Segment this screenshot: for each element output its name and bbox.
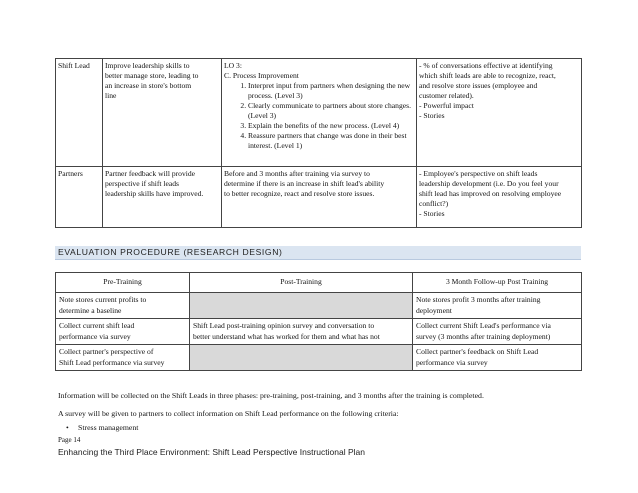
evaluation-table (55, 272, 582, 371)
bullet-text: Stress management (78, 423, 139, 432)
post-training-cell-empty (190, 345, 413, 371)
list-item: 4. Reassure partners that change was done in their best interest. (Level 1) (248, 131, 414, 151)
cell-line: Collect partner's perspective of (59, 347, 154, 356)
objectives-table (55, 58, 582, 228)
cell-line: performance via survey (59, 331, 131, 341)
column-header: Post-Training (190, 273, 413, 293)
goal-line: perspective if shift leads (105, 179, 180, 188)
cell-line: Collect current Shift Lead's performance via (416, 321, 551, 330)
goal-line: line (105, 91, 117, 100)
measure-line: leadership development (i.e. Do you feel your (419, 179, 559, 188)
goal-line: leadership skills have improved. (105, 189, 204, 198)
cell-line: Shift Lead performance via survey (59, 357, 165, 367)
table-row (56, 167, 582, 228)
pre-training-cell (56, 293, 190, 319)
cell-line: Note stores current profits to (59, 295, 147, 304)
list-item: 3. Explain the benefits of the new process. (Level 4) (248, 121, 414, 131)
follow-up-cell (413, 345, 582, 371)
paragraph-survey: A survey will be given to partners to collect information on Shift Lead performance on the following criteria: (58, 409, 399, 418)
cell-line: survey (3 months after training deployment) (416, 331, 551, 341)
goal-line: an increase in store's bottom (105, 81, 192, 90)
goal-cell (103, 59, 222, 167)
list-item: 1. Interpret input from partners when designing the new process. (Level 3) (248, 81, 414, 101)
lo-title: LO 3: (224, 61, 242, 70)
lo-list (224, 81, 414, 151)
measure-line: - Stories (419, 111, 445, 120)
role-cell: Shift Lead (56, 59, 103, 167)
table-row (56, 319, 582, 345)
lo-line: determine if there is an increase in shift lead's ability (224, 179, 385, 188)
goal-line: better manage store, leading to (105, 71, 199, 80)
measure-line: - Stories (419, 209, 445, 218)
pre-training-cell (56, 319, 190, 345)
measures-cell (417, 167, 582, 228)
measure-line: customer related). (419, 91, 474, 100)
bullet-item (66, 423, 138, 432)
pre-training-cell (56, 345, 190, 371)
goal-cell (103, 167, 222, 228)
measure-line: shift lead has improved on resolving employee (419, 189, 562, 198)
table-row (56, 59, 582, 167)
measure-line: which shift leads are able to recognize, react, (419, 71, 556, 80)
measure-line: - Employee's perspective on shift leads (419, 169, 538, 178)
cell-line: Note stores profit 3 months after training (416, 295, 541, 304)
cell-line: Collect partner's feedback on Shift Lead (416, 347, 539, 356)
learning-objective-cell (222, 167, 417, 228)
follow-up-cell (413, 293, 582, 319)
post-training-cell (190, 319, 413, 345)
cell-line: deployment (416, 305, 452, 315)
paragraph-phases: Information will be collected on the Shift Leads in three phases: pre-training, post-training, and 3 months after the training is completed. (58, 391, 484, 400)
cell-line: determine a baseline (59, 305, 122, 315)
post-training-cell-empty (190, 293, 413, 319)
list-item: 2. Clearly communicate to partners about store changes. (Level 3) (248, 101, 414, 121)
follow-up-cell (413, 319, 582, 345)
lo-line: Before and 3 months after training via survey to (224, 169, 370, 178)
measure-line: and resolve store issues (employee and (419, 81, 538, 90)
document-title-footer: Enhancing the Third Place Environment: Shift Lead Perspective Instructional Plan (58, 447, 365, 457)
measure-line: - % of conversations effective at identifying (419, 61, 553, 70)
table-row (56, 293, 582, 319)
lo-subtitle: C. Process Improvement (224, 71, 299, 80)
measure-line: conflict?) (419, 199, 449, 208)
cell-line: Shift Lead post-training opinion survey and conversation to (193, 321, 375, 330)
section-title: EVALUATION PROCEDURE (RESEARCH DESIGN) (55, 246, 581, 260)
column-header: 3 Month Follow-up Post Training (413, 273, 582, 293)
measure-line: - Powerful impact (419, 101, 474, 110)
cell-line: performance via survey (416, 357, 488, 367)
page-number: Page 14 (58, 436, 81, 444)
bullet-icon: • (66, 423, 69, 432)
table-header-row (56, 273, 582, 293)
learning-objective-cell (222, 59, 417, 167)
lo-line: to better recognize, react and resolve store issues. (224, 189, 375, 198)
goal-line: Partner feedback will provide (105, 169, 196, 178)
cell-line: better understand what has worked for them and what has not (193, 331, 380, 341)
goal-line: Improve leadership skills to (105, 61, 190, 70)
measures-cell (417, 59, 582, 167)
role-cell: Partners (56, 167, 103, 228)
cell-line: Collect current shift lead (59, 321, 135, 330)
table-row (56, 345, 582, 371)
column-header: Pre-Training (56, 273, 190, 293)
